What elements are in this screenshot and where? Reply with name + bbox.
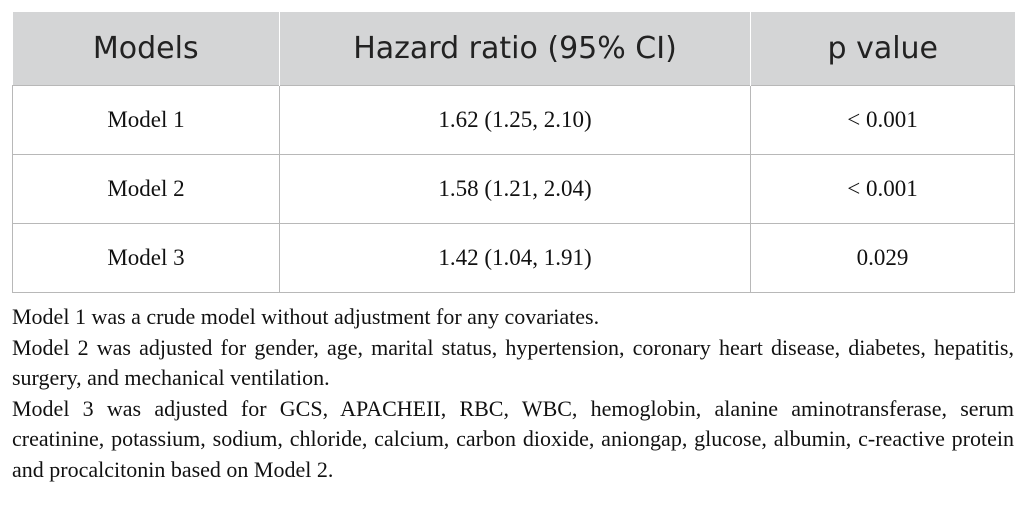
cell-hazard-ratio: 1.62 (1.25, 2.10) [280,86,751,155]
cell-hazard-ratio: 1.42 (1.04, 1.91) [280,224,751,293]
footnote-model-3: Model 3 was adjusted for GCS, APACHEII, RBC, WBC, hemoglobin, alanine aminotransferase, serum creatinine, potassium, sodium, chloride, calcium, carbon dioxide, aniongap, glucose, albumin, c-reactive protein and procalcitonin based on Model 2. [12,395,1014,482]
table-row [13,155,1015,224]
header-p-value: p value [751,12,1015,86]
table-row [13,224,1015,293]
cell-p-value: 0.029 [751,224,1015,293]
footnote-model-2: Model 2 was adjusted for gender, age, marital status, hypertension, coronary heart disease, diabetes, hepatitis, surgery, and mechanical ventilation. [12,334,1014,390]
header-row [13,12,1015,86]
table-footnotes [12,302,1014,485]
cell-hazard-ratio: 1.58 (1.21, 2.04) [280,155,751,224]
cell-model: Model 1 [13,86,280,155]
cell-model: Model 3 [13,224,280,293]
cell-model: Model 2 [13,155,280,224]
hazard-ratio-table [12,12,1015,293]
footnote-model-1: Model 1 was a crude model without adjustment for any covariates. [12,304,600,329]
table-header [13,12,1015,86]
cell-p-value: < 0.001 [751,155,1015,224]
table-body [13,86,1015,293]
cell-p-value: < 0.001 [751,86,1015,155]
header-hazard-ratio: Hazard ratio (95% CI) [280,12,751,86]
results-table-container [12,12,1014,293]
table-row [13,86,1015,155]
header-models: Models [13,12,280,86]
